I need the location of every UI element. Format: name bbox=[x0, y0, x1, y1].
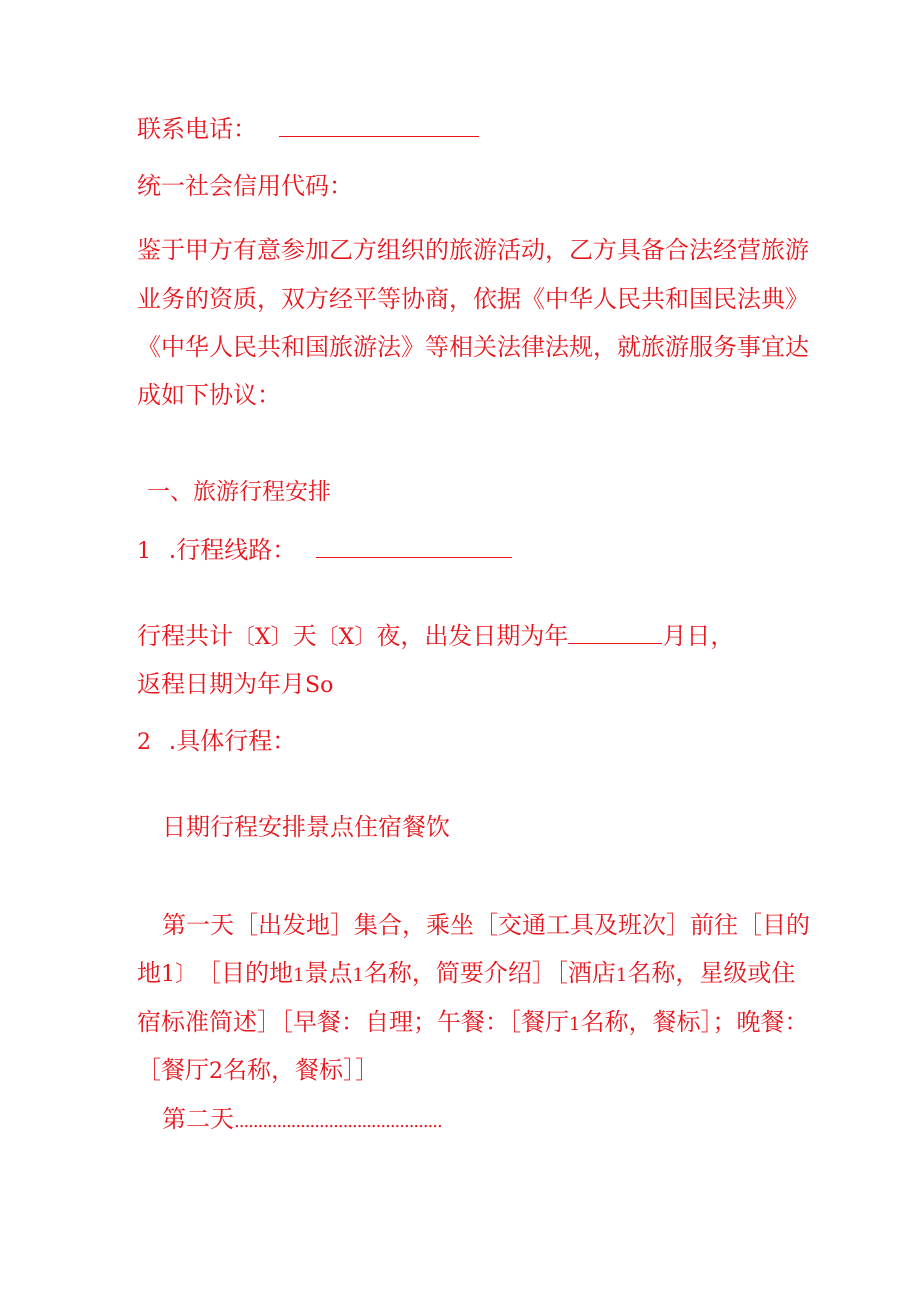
day-1-text: 名称，星级或住 bbox=[627, 959, 796, 987]
day-1-text: 宿标准简述］［早餐：自理；午餐：［餐厅 bbox=[137, 1008, 569, 1036]
day-1-line-1: 第一天［出发地］集合，乘坐［交通工具及班次］前往［目的 bbox=[162, 911, 810, 939]
preamble-line-4: 成如下协议： bbox=[137, 381, 281, 409]
duration-month-day: 月日， bbox=[662, 622, 735, 650]
section-heading: 一、旅游行程安排 bbox=[147, 479, 331, 505]
day-1-num: 2 bbox=[209, 1059, 223, 1084]
day-1-num: 1 bbox=[615, 965, 628, 986]
day-2-dots: ............................................ bbox=[234, 1111, 442, 1132]
phone-label: 联系电话： bbox=[137, 115, 257, 143]
day-1-text: ［餐厅 bbox=[137, 1056, 209, 1084]
duration-x-days: 〔X〕 bbox=[233, 625, 293, 650]
credit-code-label: 统一社会信用代码： bbox=[137, 172, 353, 200]
item-1-label: .行程线路： bbox=[168, 536, 297, 564]
item-2-itinerary bbox=[137, 726, 296, 758]
day-1-num: 1 bbox=[293, 965, 305, 986]
day-1-text: 名称，餐标］；晚餐： bbox=[580, 1008, 809, 1036]
item-2-number: 2 bbox=[137, 730, 151, 755]
duration-night-depart: 夜，出发日期为年 bbox=[376, 622, 569, 650]
day-1-text: 地 bbox=[137, 959, 161, 987]
day-1-text: ［目的地 bbox=[209, 959, 293, 987]
phone-blank bbox=[279, 114, 479, 137]
preamble-line-3: 《中华人民共和国旅游法》等相关法律法规，就旅游服务事宜达 bbox=[137, 333, 809, 361]
duration-x-nights: 〔X〕 bbox=[316, 625, 377, 650]
day-1-line-2 bbox=[137, 958, 795, 991]
duration-line bbox=[137, 621, 734, 653]
item-1-route bbox=[137, 535, 512, 567]
duration-prefix: 行程共计 bbox=[137, 622, 233, 650]
itinerary-table-header: 日期行程安排景点住宿餐饮 bbox=[162, 813, 450, 841]
day-1-text: 名称，简要介绍］［酒店 bbox=[363, 959, 616, 987]
return-line bbox=[137, 669, 333, 701]
return-text: 返程日期为年月 bbox=[137, 670, 305, 698]
credit-code-line bbox=[137, 171, 353, 201]
day-1-line-3 bbox=[137, 1007, 808, 1040]
item-2-label: .具体行程： bbox=[168, 727, 297, 755]
depart-month-blank bbox=[568, 621, 662, 644]
day-2-line bbox=[162, 1104, 442, 1137]
contact-phone-line bbox=[137, 114, 479, 144]
item-1-number: 1 bbox=[137, 539, 151, 564]
day-1-line-4 bbox=[137, 1055, 379, 1087]
duration-day: 天 bbox=[292, 622, 317, 650]
day-1-num: 1 bbox=[569, 1014, 581, 1035]
day-1-num: 1 bbox=[352, 965, 364, 986]
return-suffix: So bbox=[305, 673, 334, 698]
preamble-line-1: 鉴于甲方有意参加乙方组织的旅游活动，乙方具备合法经营旅游 bbox=[137, 236, 809, 264]
day-2-label: 第二天 bbox=[162, 1105, 234, 1133]
day-1-num: 1〕 bbox=[161, 962, 197, 987]
day-1-text: 景点 bbox=[304, 959, 353, 987]
day-1-text: 名称，餐标］］ bbox=[223, 1056, 379, 1084]
route-blank bbox=[316, 535, 512, 558]
preamble-line-2: 业务的资质，双方经平等协商，依据《中华人民共和国民法典》 bbox=[137, 285, 809, 313]
